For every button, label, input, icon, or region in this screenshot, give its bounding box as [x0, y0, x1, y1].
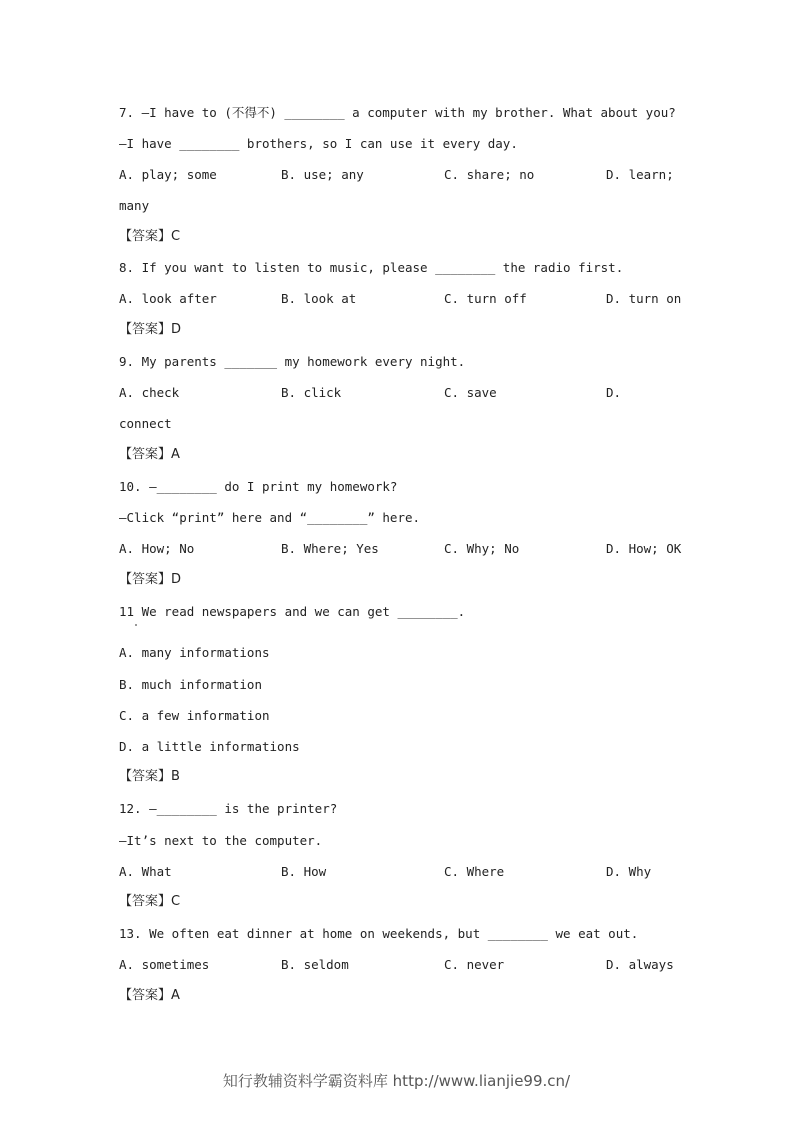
question-10-answer: 【答案】D: [119, 572, 182, 587]
question-8-option-a: A. look after: [119, 291, 217, 306]
question-10-option-a: A. How; No: [119, 541, 195, 556]
question-11-stem: 11 We read newspapers and we can get ________.: [119, 604, 466, 619]
stray-mark: [135, 624, 137, 626]
question-10-option-d: D. How; OK: [606, 541, 682, 556]
question-7-option-d-wrap: many: [119, 198, 150, 213]
question-8-stem: 8. If you want to listen to music, please ________ the radio first.: [119, 260, 624, 275]
question-13-option-b: B. seldom: [281, 957, 349, 972]
question-13-stem: 13. We often eat dinner at home on weekends, but ________ we eat out.: [119, 926, 639, 941]
question-11-answer: 【答案】B: [119, 769, 180, 784]
question-11-option-a: A. many informations: [119, 645, 270, 660]
question-7-option-c: C. share; no: [444, 167, 535, 182]
question-9-option-b: B. click: [281, 385, 342, 400]
question-11-option-b: B. much information: [119, 677, 262, 692]
question-7-stem: 7. —I have to (不得不) ________ a computer with my brother. What about you?: [119, 105, 676, 120]
question-13-option-d: D. always: [606, 957, 674, 972]
question-10-stem-2: —Click “print” here and “________” here.: [119, 510, 421, 525]
question-8-answer: 【答案】D: [119, 322, 182, 337]
question-10-option-c: C. Why; No: [444, 541, 520, 556]
question-9-option-d-wrap: connect: [119, 416, 172, 431]
question-12-stem: 12. —________ is the printer?: [119, 801, 338, 816]
footer-watermark: 知行教辅资料学霸资料库 http://www.lianjie99.cn/: [222, 1072, 571, 1090]
question-9-stem: 9. My parents _______ my homework every night.: [119, 354, 466, 369]
question-7-option-b: B. use; any: [281, 167, 364, 182]
question-8-option-c: C. turn off: [444, 291, 527, 306]
question-13-option-c: C. never: [444, 957, 505, 972]
question-12-answer: 【答案】C: [119, 894, 181, 909]
question-7-option-d: D. learn;: [606, 167, 674, 182]
question-10-option-b: B. Where; Yes: [281, 541, 379, 556]
question-13-option-a: A. sometimes: [119, 957, 210, 972]
question-11-option-c: C. a few information: [119, 708, 270, 723]
question-7-option-a: A. play; some: [119, 167, 217, 182]
question-12-option-c: C. Where: [444, 864, 505, 879]
question-9-option-a: A. check: [119, 385, 180, 400]
question-9-option-d: D.: [606, 385, 622, 400]
question-9-answer: 【答案】A: [119, 447, 180, 462]
question-12-option-a: A. What: [119, 864, 172, 879]
question-8-option-d: D. turn on: [606, 291, 682, 306]
question-7-answer: 【答案】C: [119, 229, 181, 244]
question-13-answer: 【答案】A: [119, 988, 180, 1003]
question-11-option-d: D. a little informations: [119, 739, 300, 754]
question-7-stem-2: —I have ________ brothers, so I can use it every day.: [119, 136, 518, 151]
question-10-stem: 10. —________ do I print my homework?: [119, 479, 398, 494]
question-8-option-b: B. look at: [281, 291, 357, 306]
question-12-stem-2: —It’s next to the computer.: [119, 833, 323, 848]
question-12-option-d: D. Why: [606, 864, 652, 879]
question-9-option-c: C. save: [444, 385, 497, 400]
question-12-option-b: B. How: [281, 864, 327, 879]
